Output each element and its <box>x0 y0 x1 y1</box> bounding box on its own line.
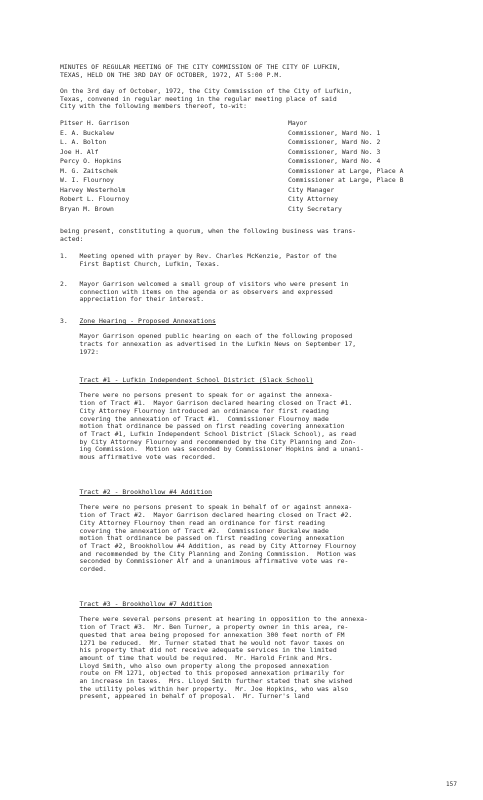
tract-line: ing Commission. Motion was seconded by Commissioner Hopkins and a unani- <box>60 445 365 454</box>
tract-line: covering the annexation of Tract #2. Commissioner Buckalew made <box>60 526 329 535</box>
member-title: Commissioner, Ward No. 4 <box>288 157 381 165</box>
intro-line: Texas, convened in regular meeting in the regular meeting place of said <box>60 94 337 103</box>
member-title: City Attorney <box>288 195 339 203</box>
member-title: Commissioner at Large, Place B <box>288 176 404 184</box>
item-line: 1. Meeting opened with prayer by Rev. Charles McKenzie, Pastor of the <box>60 252 337 260</box>
member-title: Commissioner at Large, Place A <box>288 166 404 175</box>
tract-3-section <box>60 601 368 701</box>
header-line: MINUTES OF REGULAR MEETING OF THE CITY COMMISSION OF THE CITY OF LUFKIN, <box>60 63 341 71</box>
header-line: TEXAS, HELD ON THE 3RD DAY OF OCTOBER, 1972, AT 5:00 P.M. <box>60 70 283 79</box>
tract-line: 1271 be reduced. Mr. Turner stated that he would not favor taxes on <box>60 638 345 647</box>
tract-line: of Tract #1, Lufkin Independent School District (Slack School), as read <box>60 429 357 438</box>
tract-line: tion of Tract #3. Mr. Ben Turner, a property owner in this area, re- <box>60 623 349 632</box>
item-line: tracts for annexation as advertised in the Lufkin News on September 17, <box>60 340 357 349</box>
roster-row <box>60 120 440 130</box>
tract-line: his property that did not receive adequate services in the limited <box>60 646 337 655</box>
quorum-line: acted: <box>60 234 84 243</box>
tract-line: amount of time that would be required. Mr. Harold Frink and Mrs. <box>60 653 333 662</box>
tract-line: mous affirmative vote was recorded. <box>60 453 216 462</box>
tract-2-section <box>60 489 356 574</box>
item-number: 3. <box>60 317 80 325</box>
item-line: 1972: <box>60 347 99 356</box>
member-title: Mayor <box>288 119 308 127</box>
tract-line: There were several persons present at hearing in opposition to the annexa- <box>60 615 368 624</box>
member-name: L. A. Bolton <box>60 138 107 146</box>
tract-heading: Tract #2 - Brookhollow #4 Addition <box>79 488 213 496</box>
tract-heading: Tract #1 - Lufkin Independent School District (Slack School) <box>79 376 314 384</box>
attendance-roster <box>60 120 440 215</box>
tract-line: motion that ordinance be passed on first reading covering annexation <box>60 422 345 431</box>
tract-line: City Attorney Flournoy then read an ordinance for first reading <box>60 518 326 527</box>
item-line: appreciation for their interest. <box>60 295 205 304</box>
quorum-line: being present, constituting a quorum, when the following business was trans- <box>60 227 357 235</box>
item-line: connection with items on the agenda or as observers and expressed <box>60 287 333 296</box>
tract-line: by City Attorney Flournoy and recommended by the City Planning and Zon- <box>60 437 357 446</box>
member-title: Commissioner, Ward No. 2 <box>288 138 381 146</box>
quorum-statement <box>60 228 356 243</box>
roster-row <box>60 196 440 206</box>
tract-line: motion that ordinance be passed on first reading covering annexation <box>60 534 345 543</box>
tract-line: an increase in taxes. Mrs. Lloyd Smith further stated that she wished <box>60 677 353 686</box>
item-line: Mayor Garrison opened public hearing on each of the following proposed <box>60 332 353 341</box>
member-name: Percy O. Hopkins <box>60 157 122 165</box>
agenda-item-3 <box>60 318 356 357</box>
tract-line: There were no persons present to speak for or against the annexa- <box>60 391 333 400</box>
tract-1-section <box>60 377 364 462</box>
tract-line: City Attorney Flournoy introduced an ordinance for first reading <box>60 406 329 415</box>
tract-line: the utility poles within her property. Mr. Joe Hopkins, who was also <box>60 684 349 693</box>
member-name: Robert L. Flournoy <box>60 195 130 203</box>
member-name: W. I. Flournoy <box>60 176 114 184</box>
item-line: 2. Mayor Garrison welcomed a small group of visitors who were present in <box>60 280 349 288</box>
member-title: Commissioner, Ward No. 1 <box>288 128 381 137</box>
intro-line: On the 3rd day of October, 1972, the City Commission of the City of Lufkin, <box>60 87 353 95</box>
page-number: 157 <box>446 781 457 788</box>
tract-line: and recommended by the City Planning and Zoning Commission. Motion was <box>60 549 357 558</box>
agenda-item-2 <box>60 281 348 304</box>
member-title: City Manager <box>288 185 335 194</box>
tract-line: route on FM 1271, objected to this proposed annexation primarily for <box>60 669 345 678</box>
member-name: Bryan M. Brown <box>60 204 114 213</box>
member-name: Pitser H. Garrison <box>60 119 130 127</box>
intro-line: City with the following members thereof, to-wit: <box>60 102 248 111</box>
intro-paragraph <box>60 88 352 111</box>
tract-heading: Tract #3 - Brookhollow #7 Addition <box>79 600 213 608</box>
item-line: First Baptist Church, Lufkin, Texas. <box>60 259 220 268</box>
tract-line: seconded by Commissioner Alf and a unanimous affirmative vote was re- <box>60 557 349 566</box>
member-name: M. G. Zaitschek <box>60 166 118 175</box>
member-title: City Secretary <box>288 204 342 213</box>
tract-line: tion of Tract #1. Mayor Garrison declared hearing closed on Tract #1. <box>60 399 353 408</box>
agenda-item-1 <box>60 253 337 268</box>
tract-line: corded. <box>60 565 107 574</box>
section-heading: Zone Hearing - Proposed Annexations <box>79 317 216 325</box>
tract-line: of Tract #2, Brookhollow #4 Addition, as read by City Attorney Flournoy <box>60 541 357 550</box>
roster-row <box>60 206 440 216</box>
tract-line: Lloyd Smith, who also own property along the proposed annexation <box>60 661 329 670</box>
member-name: Joe H. Alf <box>60 147 99 156</box>
roster-row <box>60 139 440 149</box>
member-name: Harvey Westerholm <box>60 185 126 194</box>
tract-line: present, appeared in behalf of proposal. Mr. Turner's land <box>60 692 310 701</box>
tract-line: quested that area being proposed for annexation 300 feet north of FM <box>60 630 345 639</box>
tract-line: There were no persons present to speak in behalf of or against annexa- <box>60 503 353 512</box>
roster-row <box>60 130 440 140</box>
tract-line: covering the annexation of Tract #1. Commissioner Flournoy made <box>60 414 329 423</box>
member-name: E. A. Buckalew <box>60 128 114 137</box>
document-header <box>60 64 341 79</box>
member-title: Commissioner, Ward No. 3 <box>288 147 381 156</box>
tract-line: tion of Tract #2. Mayor Garrison declared hearing closed on Tract #2. <box>60 511 353 520</box>
